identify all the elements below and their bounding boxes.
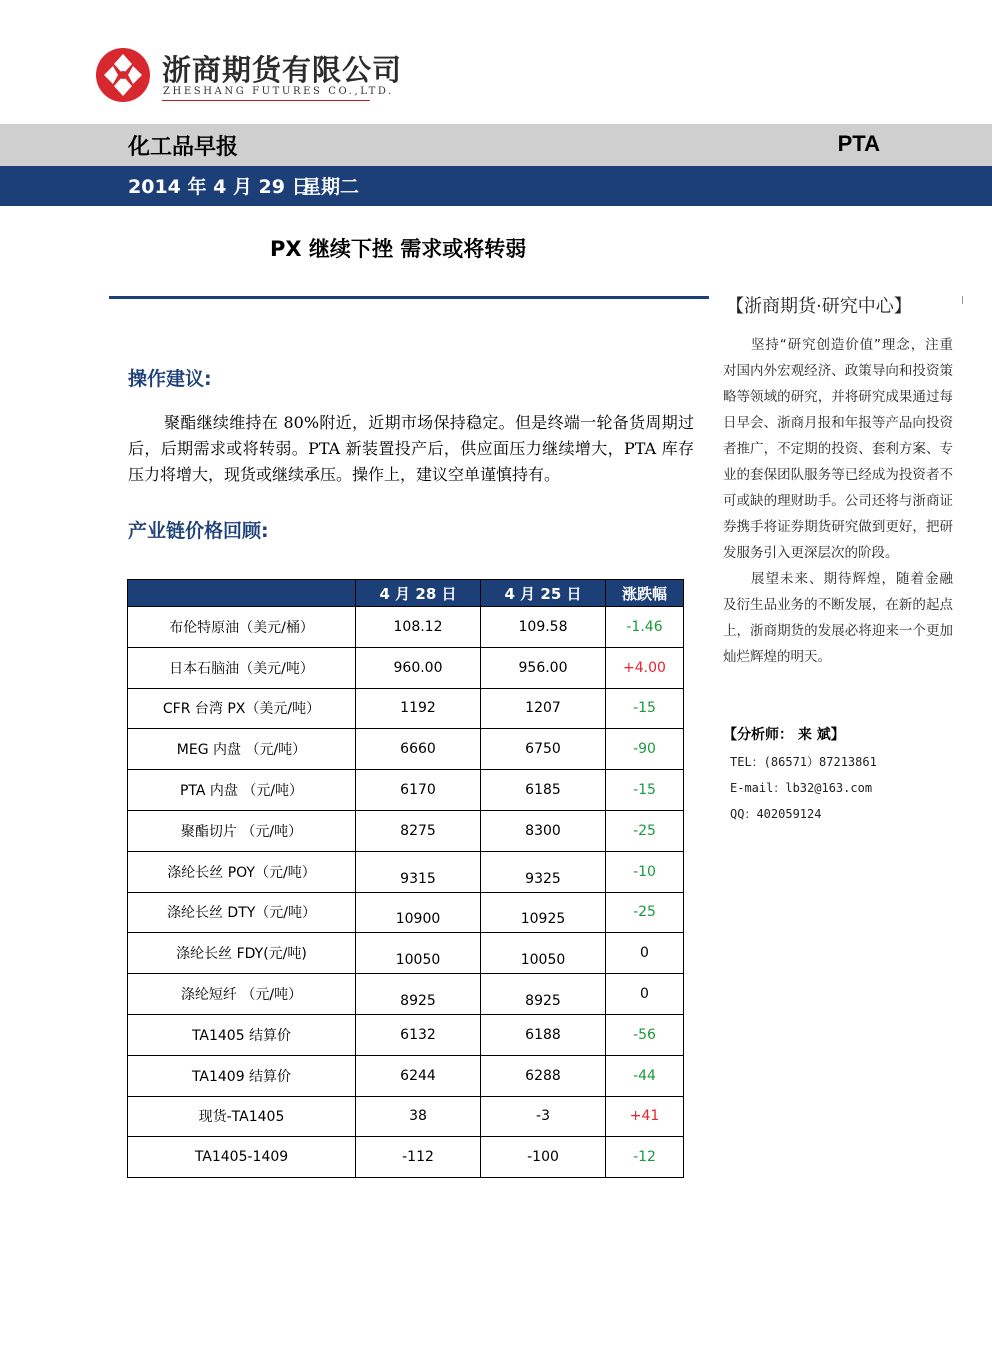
row-change: +41 bbox=[606, 1096, 684, 1137]
row-value-date1: 8925 bbox=[356, 974, 481, 1015]
table-header-row bbox=[128, 580, 684, 607]
advice-title: 操作建议: bbox=[128, 368, 212, 390]
row-value-date2: -3 bbox=[481, 1096, 606, 1137]
row-value-date2: 1207 bbox=[481, 688, 606, 729]
row-value-date1: 108.12 bbox=[356, 607, 481, 648]
table-row bbox=[128, 892, 684, 933]
report-headline: PX 继续下挫 需求或将转弱 bbox=[270, 237, 527, 261]
headline-rule bbox=[109, 296, 709, 299]
row-name: 涤纶长丝 FDY(元/吨) bbox=[128, 933, 356, 974]
row-name: CFR 台湾 PX（美元/吨） bbox=[128, 688, 356, 729]
row-value-date1: 1192 bbox=[356, 688, 481, 729]
row-change: 0 bbox=[606, 933, 684, 974]
row-change: -44 bbox=[606, 1055, 684, 1096]
table-row bbox=[128, 851, 684, 892]
row-value-date2: 10050 bbox=[481, 933, 606, 974]
analyst-tel: TEL：(86571）87213861 bbox=[730, 755, 877, 769]
review-title: 产业链价格回顾: bbox=[128, 520, 269, 542]
table-row bbox=[128, 729, 684, 770]
table-row bbox=[128, 770, 684, 811]
logo-divider bbox=[162, 100, 370, 101]
row-name: 布伦特原油（美元/桶） bbox=[128, 607, 356, 648]
row-change: -15 bbox=[606, 688, 684, 729]
company-name-cn: 浙商期货有限公司 bbox=[162, 53, 403, 87]
row-name: 涤纶长丝 DTY（元/吨） bbox=[128, 892, 356, 933]
table-row bbox=[128, 1055, 684, 1096]
table-row bbox=[128, 607, 684, 648]
report-category: 化工品早报 bbox=[128, 135, 239, 160]
row-value-date2: 8925 bbox=[481, 974, 606, 1015]
row-name: 涤纶长丝 POY（元/吨） bbox=[128, 851, 356, 892]
company-logo-icon bbox=[96, 48, 150, 102]
table-header-change: 涨跌幅 bbox=[606, 580, 684, 607]
row-value-date1: -112 bbox=[356, 1137, 481, 1178]
analyst-qq: QQ：402059124 bbox=[730, 807, 822, 821]
row-value-date2: 6288 bbox=[481, 1055, 606, 1096]
sidebar-para-2: 展望未来、期待辉煌，随着金融及衍生品业务的不断发展，在新的起点上，浙商期货的发展必将迎来一个更加灿烂辉煌的明天。 bbox=[723, 571, 953, 665]
company-name-en: ZHESHANG FUTURES CO.,LTD. bbox=[163, 86, 394, 97]
analyst-email: E-mail：lb32@163.com bbox=[730, 781, 873, 795]
row-change: -12 bbox=[606, 1137, 684, 1178]
row-value-date2: 956.00 bbox=[481, 647, 606, 688]
row-value-date2: 10925 bbox=[481, 892, 606, 933]
row-value-date1: 9315 bbox=[356, 851, 481, 892]
row-name: PTA 内盘 （元/吨） bbox=[128, 770, 356, 811]
table-header-date2: 4 月 25 日 bbox=[481, 580, 606, 607]
row-name: TA1405 结算价 bbox=[128, 1014, 356, 1055]
row-name: 现货-TA1405 bbox=[128, 1096, 356, 1137]
table-header-name bbox=[128, 580, 356, 607]
row-change: -25 bbox=[606, 892, 684, 933]
table-row bbox=[128, 1096, 684, 1137]
sidebar-tick bbox=[962, 296, 963, 304]
row-change: -1.46 bbox=[606, 607, 684, 648]
row-change: -90 bbox=[606, 729, 684, 770]
row-value-date1: 6132 bbox=[356, 1014, 481, 1055]
row-value-date2: 6750 bbox=[481, 729, 606, 770]
table-row bbox=[128, 1137, 684, 1178]
report-category-band bbox=[0, 124, 992, 166]
advice-text: 聚酯继续维持在 80%附近，近期市场保持稳定。但是终端一轮备货周期过后，后期需求或将转弱。PTA 新装置投产后，供应面压力继续增大，PTA 库存压力将增大，现货或继续承压。操作上，建议空单谨慎持有。 bbox=[128, 413, 694, 484]
table-row bbox=[128, 1014, 684, 1055]
sidebar-body bbox=[723, 332, 953, 670]
sidebar-para-1: 坚持“研究创造价值”理念，注重对国内外宏观经济、政策导向和投资策略等领域的研究，并将研究成果通过每日早会、浙商月报和年报等产品向投资者推广，不定期的投资、套利方案、专业的套保团队服务等已经成为投资者不可或缺的理财助手。公司还将与浙商证券携手将证券期货研究做到更好，把研发服务引入更深层次的阶段。 bbox=[723, 337, 953, 561]
row-value-date1: 10050 bbox=[356, 933, 481, 974]
table-row bbox=[128, 933, 684, 974]
row-name: TA1409 结算价 bbox=[128, 1055, 356, 1096]
table-row bbox=[128, 810, 684, 851]
row-change: 0 bbox=[606, 974, 684, 1015]
table-header-date1: 4 月 28 日 bbox=[356, 580, 481, 607]
report-date-band bbox=[0, 166, 992, 206]
row-value-date2: 6185 bbox=[481, 770, 606, 811]
row-name: MEG 内盘 （元/吨） bbox=[128, 729, 356, 770]
row-value-date2: 109.58 bbox=[481, 607, 606, 648]
row-value-date1: 6660 bbox=[356, 729, 481, 770]
price-table bbox=[127, 579, 684, 1178]
row-name: TA1405-1409 bbox=[128, 1137, 356, 1178]
table-row bbox=[128, 974, 684, 1015]
row-value-date2: 6188 bbox=[481, 1014, 606, 1055]
row-value-date2: 8300 bbox=[481, 810, 606, 851]
row-name: 日本石脑油（美元/吨） bbox=[128, 647, 356, 688]
analyst-name: 【分析师： 来 斌】 bbox=[723, 727, 845, 743]
report-product: PTA bbox=[837, 131, 880, 156]
row-name: 涤纶短纤 （元/吨） bbox=[128, 974, 356, 1015]
row-value-date1: 6170 bbox=[356, 770, 481, 811]
row-change: -25 bbox=[606, 810, 684, 851]
row-value-date1: 8275 bbox=[356, 810, 481, 851]
table-row bbox=[128, 647, 684, 688]
row-change: -15 bbox=[606, 770, 684, 811]
row-change: +4.00 bbox=[606, 647, 684, 688]
sidebar-title: 【浙商期货·研究中心】 bbox=[726, 296, 912, 317]
report-date: 2014 年 4 月 29 日 bbox=[128, 176, 311, 198]
row-change: -10 bbox=[606, 851, 684, 892]
table-row bbox=[128, 688, 684, 729]
row-change: -56 bbox=[606, 1014, 684, 1055]
row-value-date1: 960.00 bbox=[356, 647, 481, 688]
row-value-date1: 10900 bbox=[356, 892, 481, 933]
row-name: 聚酯切片 （元/吨） bbox=[128, 810, 356, 851]
row-value-date1: 6244 bbox=[356, 1055, 481, 1096]
row-value-date2: 9325 bbox=[481, 851, 606, 892]
report-weekday: 星期二 bbox=[302, 176, 360, 198]
row-value-date1: 38 bbox=[356, 1096, 481, 1137]
row-value-date2: -100 bbox=[481, 1137, 606, 1178]
